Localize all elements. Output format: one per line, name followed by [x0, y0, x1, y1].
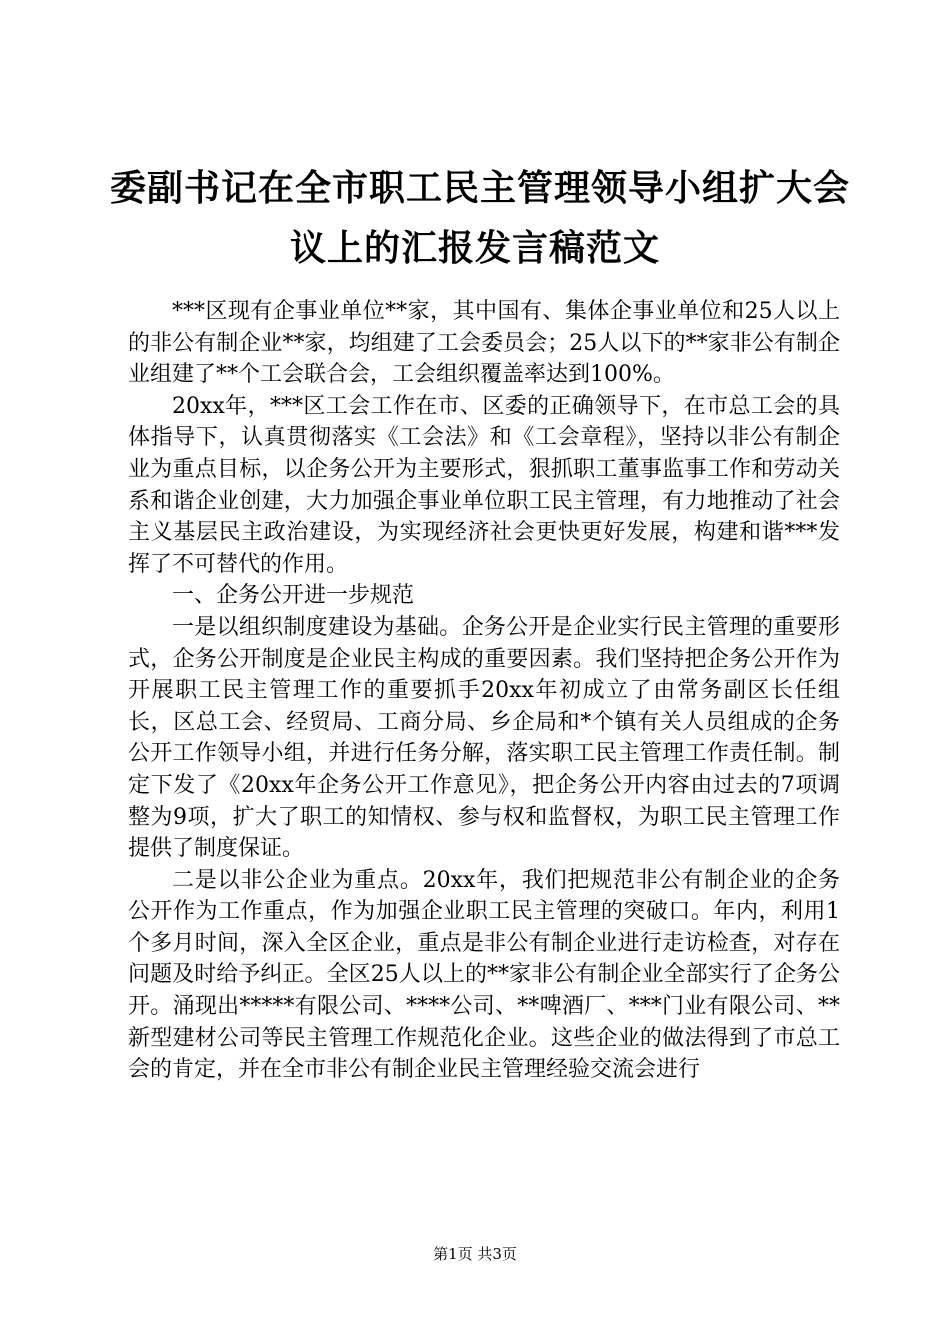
paragraph: ***区现有企事业单位**家，其中国有、集体企事业单位和25人以上的非公有制企业**家，均组建了工会委员会；25人以下的**家非公有制企业组建了**个工会联合会，工会组织覆盖率达到100%。 [128, 299, 840, 388]
document-body [128, 296, 840, 1086]
page-footer: 第1页 共3页 [433, 1245, 517, 1263]
section-heading: 一、企务公开进一步规范 [172, 583, 415, 609]
document-title-line-1: 委副书记在全市职工民主管理领导小组扩大会 [110, 167, 851, 209]
document-title-line-2: 议上的汇报发言稿范文 [289, 227, 660, 269]
paragraph: 二是以非公企业为重点。20xx年，我们把规范非公有制企业的企务公开作为工作重点，作为加强企业职工民主管理的突破口。年内，利用1个多月时间，深入全区企业，重点是非公有制企业进行走访检查，对存在问题及时给予纠正。全区25人以上的**家非公有制企业全部实行了企务公开。涌现出*****有限公司、****公司、**啤酒厂、***门业有限公司、**新型建材公司等民主管理工作规范化企业。这些企业的做法得到了市总工会的肯定，并在全市非公有制企业民主管理经验交流会进行 [128, 867, 840, 1083]
paragraph: 一是以组织制度建设为基础。企务公开是企业实行民主管理的重要形式，企务公开制度是企业民主构成的重要因素。我们坚持把企务公开作为开展职工民主管理工作的重要抓手20xx年初成立了由常务副区长任组长，区总工会、经贸局、工商分局、乡企局和*个镇有关人员组成的企务公开工作领导小组，并进行任务分解，落实职工民主管理工作责任制。制定下发了《20xx年企务公开工作意见》，把企务公开内容由过去的7项调整为9项，扩大了职工的知情权、参与权和监督权，为职工民主管理工作提供了制度保证。 [128, 614, 840, 862]
paragraph: 20xx年，***区工会工作在市、区委的正确领导下，在市总工会的具体指导下，认真贯彻落实《工会法》和《工会章程》，坚持以非公有制企业为重点目标，以企务公开为主要形式，狠抓职工董事监事工作和劳动关系和谐企业创建，大力加强企事业单位职工民主管理，有力地推动了社会主义基层民主政治建设，为实现经济社会更快更好发展，构建和谐***发挥了不可替代的作用。 [128, 393, 840, 577]
